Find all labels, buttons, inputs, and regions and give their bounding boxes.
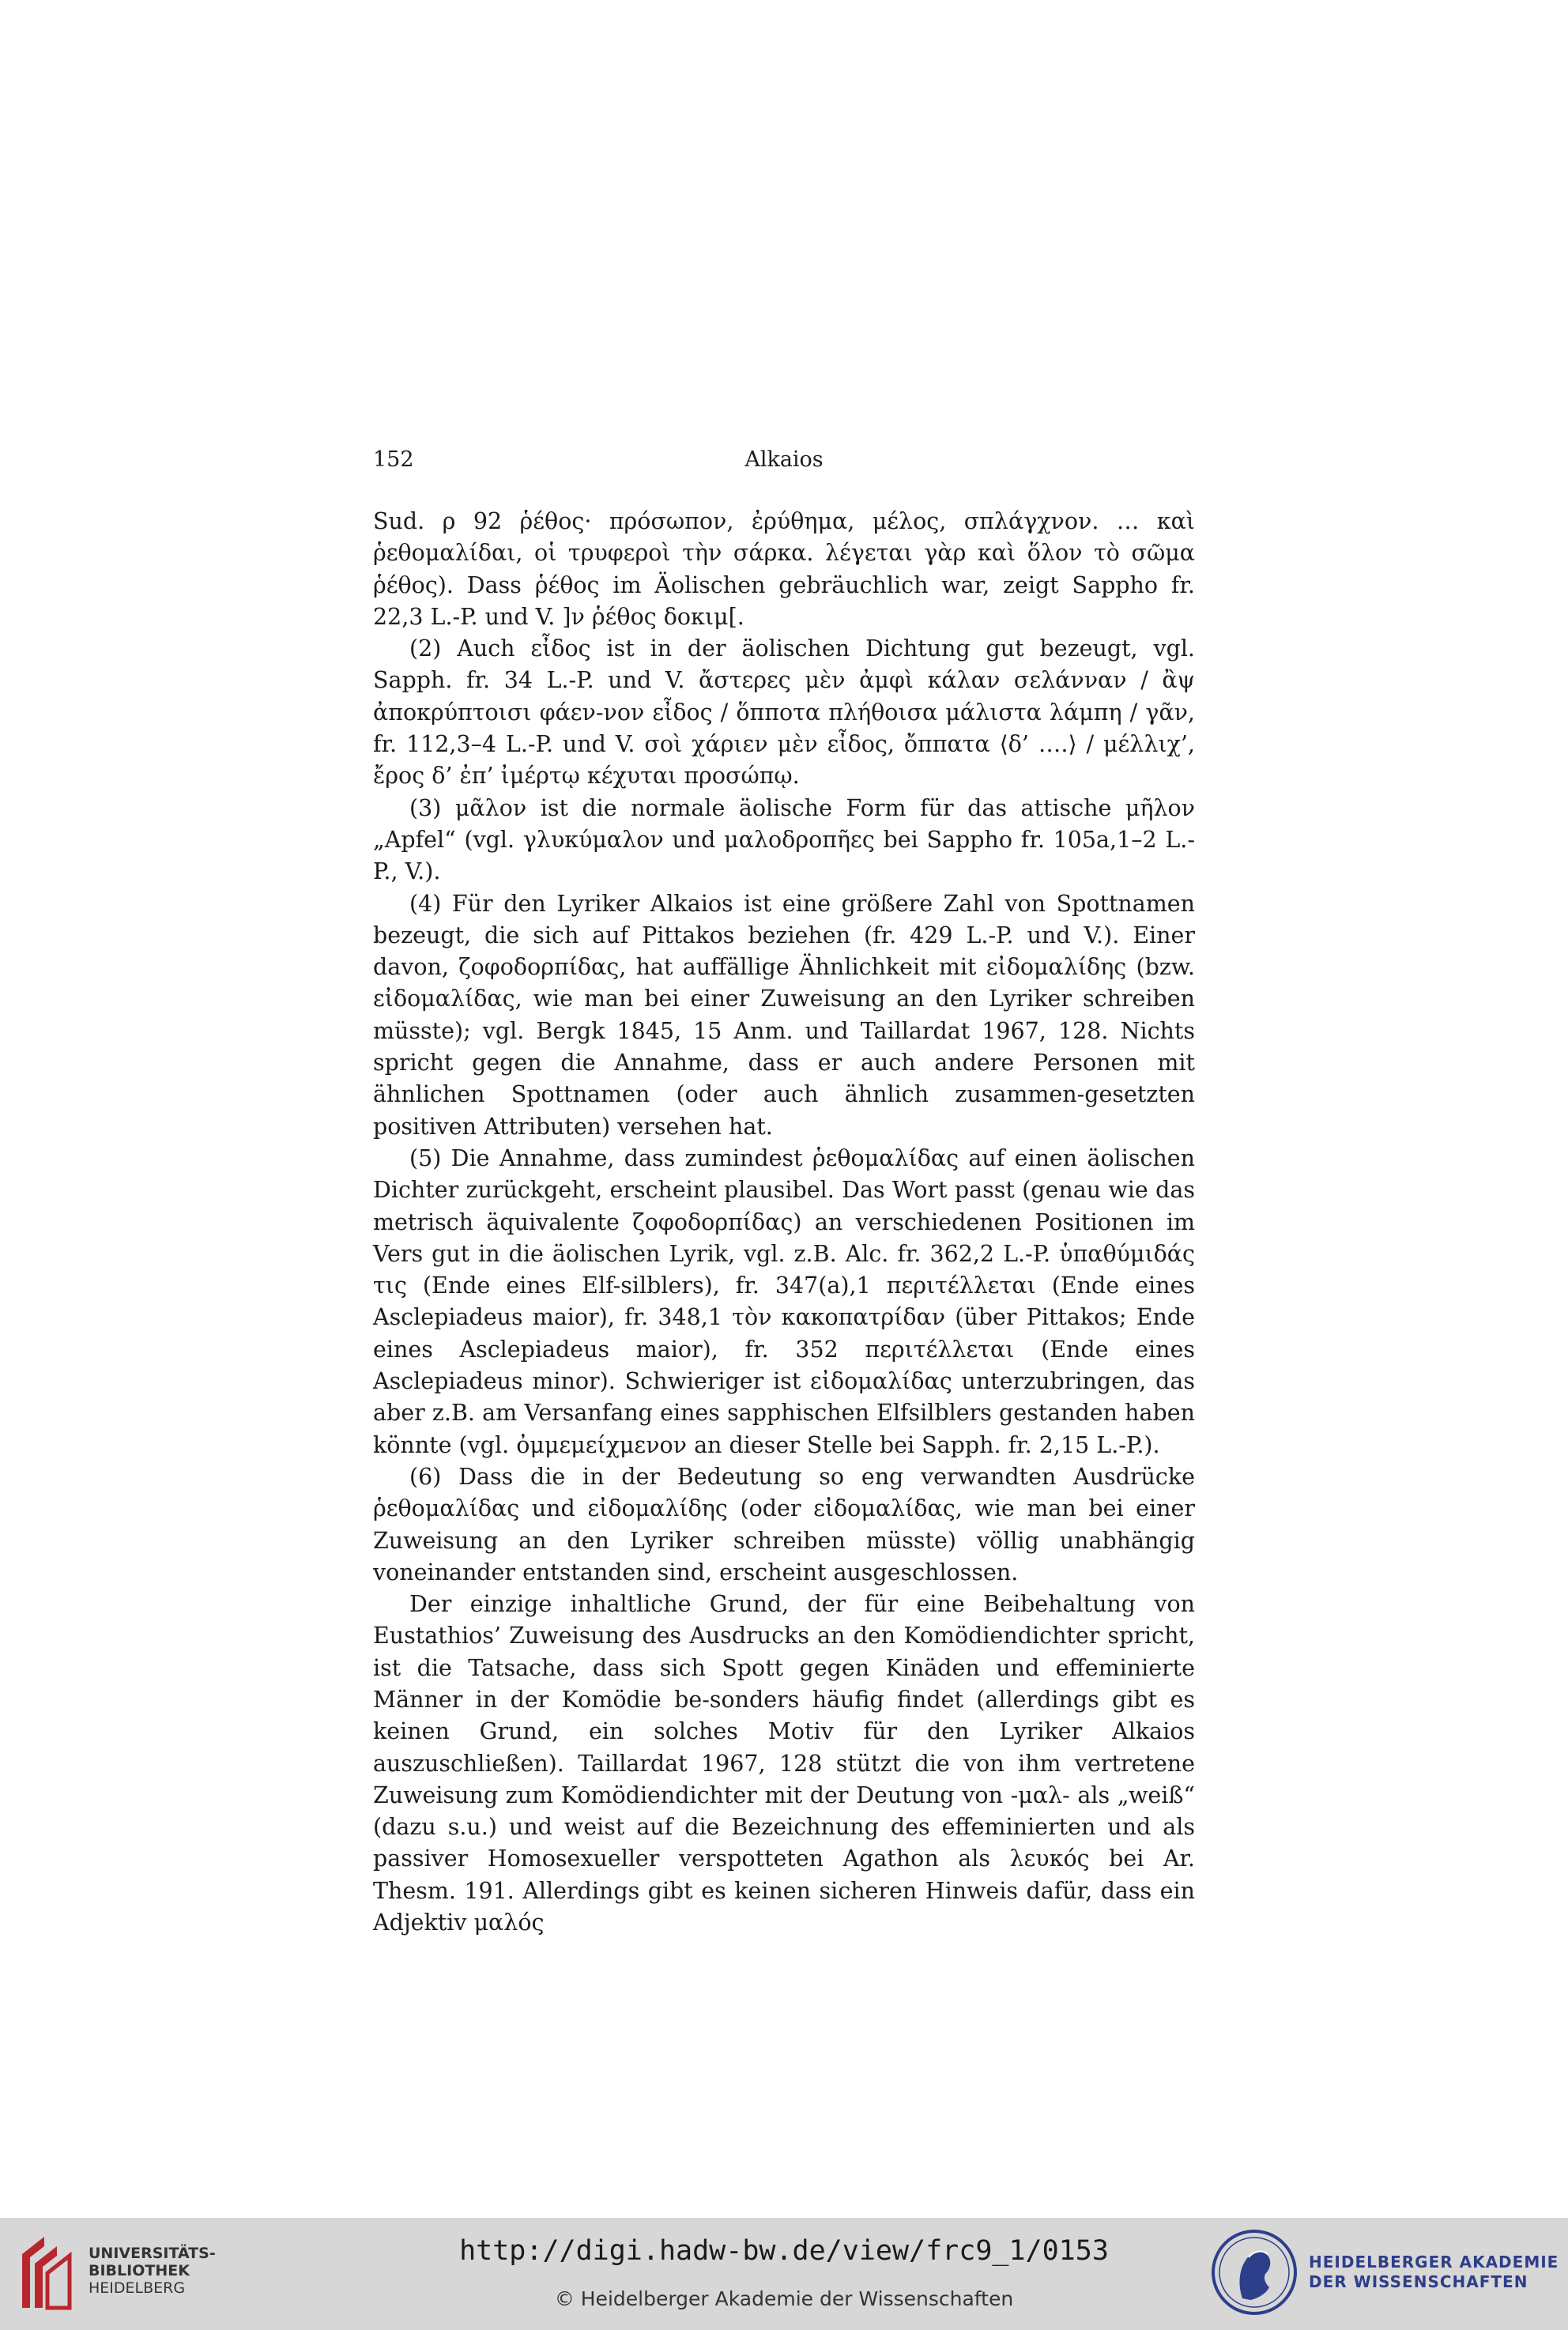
ub-line-2: BIBLIOTHEK	[89, 2262, 190, 2279]
hadw-line-2: DER WISSENSCHAFTEN	[1309, 2272, 1528, 2291]
academy-name	[1309, 2253, 1559, 2292]
academy-seal-icon	[1211, 2229, 1298, 2316]
paragraph-4: (4) Für den Lyriker Alkaios ist eine größere Zahl von Spottnamen bezeugt, die sich auf Pittakos beziehen (fr. 429 L.-P. und V.). Einer davon, ζοφοδορπίδας, hat auffällige Ähnlichkeit mit εἰδομαλίδης (bzw. εἰδομαλίδας, wie man bei einer Zuweisung an den Lyriker schreiben müsste); vgl. Bergk 1845, 15 Anm. und Taillardat 1967, 128. Nichts spricht gegen die Annahme, dass er auch andere Personen mit ähnlichen Spottnamen (oder auch ähnlich zusammen-gesetzten positiven Attributen) versehen hat.	[373, 890, 1195, 1140]
paragraph-3: (3) μᾶλον ist die normale äolische Form für das attische μῆλον „Apfel“ (vgl. γλυκύμαλον und μαλοδροπῆες bei Sappho fr. 105a,1–2 L.-P., V.).	[373, 794, 1195, 885]
hadw-line-1: HEIDELBERGER AKADEMIE	[1309, 2253, 1559, 2272]
running-title: Alkaios	[744, 447, 824, 472]
ub-line-1: UNIVERSITÄTS-	[89, 2245, 216, 2262]
footer-bar	[0, 2218, 1568, 2330]
paragraph-1: Sud. ρ 92 ῥέθος· πρόσωπον, ἐρύθημα, μέλος, σπλάγχνον. … καὶ ῥεθομαλίδαι, οἱ τρυφεροὶ τὴν σάρκα. λέγεται γὰρ καὶ ὅλον τὸ σῶμα ῥέθος). Dass ῥέθος im Äolischen gebräuchlich war, zeigt Sappho fr. 22,3 L.-P. und V. ]ν ῥέθος δοκιμ[.	[373, 508, 1195, 630]
copyright-notice: © Heidelberger Akademie der Wissenschaften	[554, 2287, 1014, 2310]
paragraph-5: (5) Die Annahme, dass zumindest ῥεθομαλίδας auf einen äolischen Dichter zurückgeht, erscheint plausibel. Das Wort passt (genau wie das metrisch äquivalente ζοφοδορπίδας) an verschiedenen Positionen im Vers gut in die äolischen Lyrik, vgl. z.B. Alc. fr. 362,2 L.-P. ὑπαθύμιδάς τις (Ende eines Elf-silblers), fr. 347(a),1 περιτέλλεται (Ende eines Asclepiadeus maior), fr. 348,1 τὸν κακοπατρίδαν (über Pittakos; Ende eines Asclepiadeus maior), fr. 352 περιτέλλεται (Ende eines Asclepiadeus minor). Schwieriger ist εἰδομαλίδας unterzubringen, das aber z.B. am Versanfang eines sapphischen Elfsilblers gestanden haben könnte (vgl. ὀμμεμείχμενον an dieser Stelle bei Sapph. fr. 2,15 L.-P.).	[373, 1144, 1195, 1458]
paragraph-6: (6) Dass die in der Bedeutung so eng verwandten Ausdrücke ῥεθομαλίδας und εἰδομαλίδης (oder εἰδομαλίδας, wie man bei einer Zuweisung an den Lyriker schreiben müsste) völlig unabhängig voneinander entstanden sind, erscheint ausgeschlossen.	[373, 1463, 1195, 1585]
ub-line-3: HEIDELBERG	[89, 2279, 186, 2297]
document-url-link[interactable]: http://digi.hadw-bw.de/view/frc9_1/0153	[459, 2235, 1109, 2267]
page-number: 152	[373, 447, 414, 472]
paragraph-7: Der einzige inhaltliche Grund, der für eine Beibehaltung von Eustathios’ Zuweisung des Ausdrucks an den Komödiendichter spricht, ist die Tatsache, dass sich Spott gegen Kinäden und effeminierte Männer in der Komödie be-sonders häufig findet (allerdings gibt es keinen Grund, ein solches Motiv für den Lyriker Alkaios auszuschließen). Taillardat 1967, 128 stützt die von ihm vertretene Zuweisung zum Komödiendichter mit der Deutung von -μαλ- als „weiß“ (dazu s.u.) und weist auf die Bezeichnung des effeminierten und als passiver Homosexueller verspotteten Agathon als λευκός bei Ar. Thesm. 191. Allerdings gibt es keinen sicheren Hinweis dafür, dass ein Adjektiv μαλός	[373, 1591, 1195, 1936]
paragraph-2: (2) Auch εἶδος ist in der äolischen Dichtung gut bezeugt, vgl. Sapph. fr. 34 L.-P. und V. ἄστερες μὲν ἀμφὶ κάλαν σελάνναν / ἂψ ἀποκρύπτοισι φάεν-νον εἶδος / ὅπποτα πλήθοισα μάλιστα λάμπη / γᾶν, fr. 112,3–4 L.-P. und V. σοὶ χάριεν μὲν εἶδος, ὄππατα ⟨δ’ ….⟩ / μέλλιχ’, ἔρος δ’ ἐπ’ ἰμέρτῳ κέχυται προσώπῳ.	[373, 635, 1195, 790]
page-header	[373, 447, 1195, 479]
body-text	[373, 506, 1195, 1939]
